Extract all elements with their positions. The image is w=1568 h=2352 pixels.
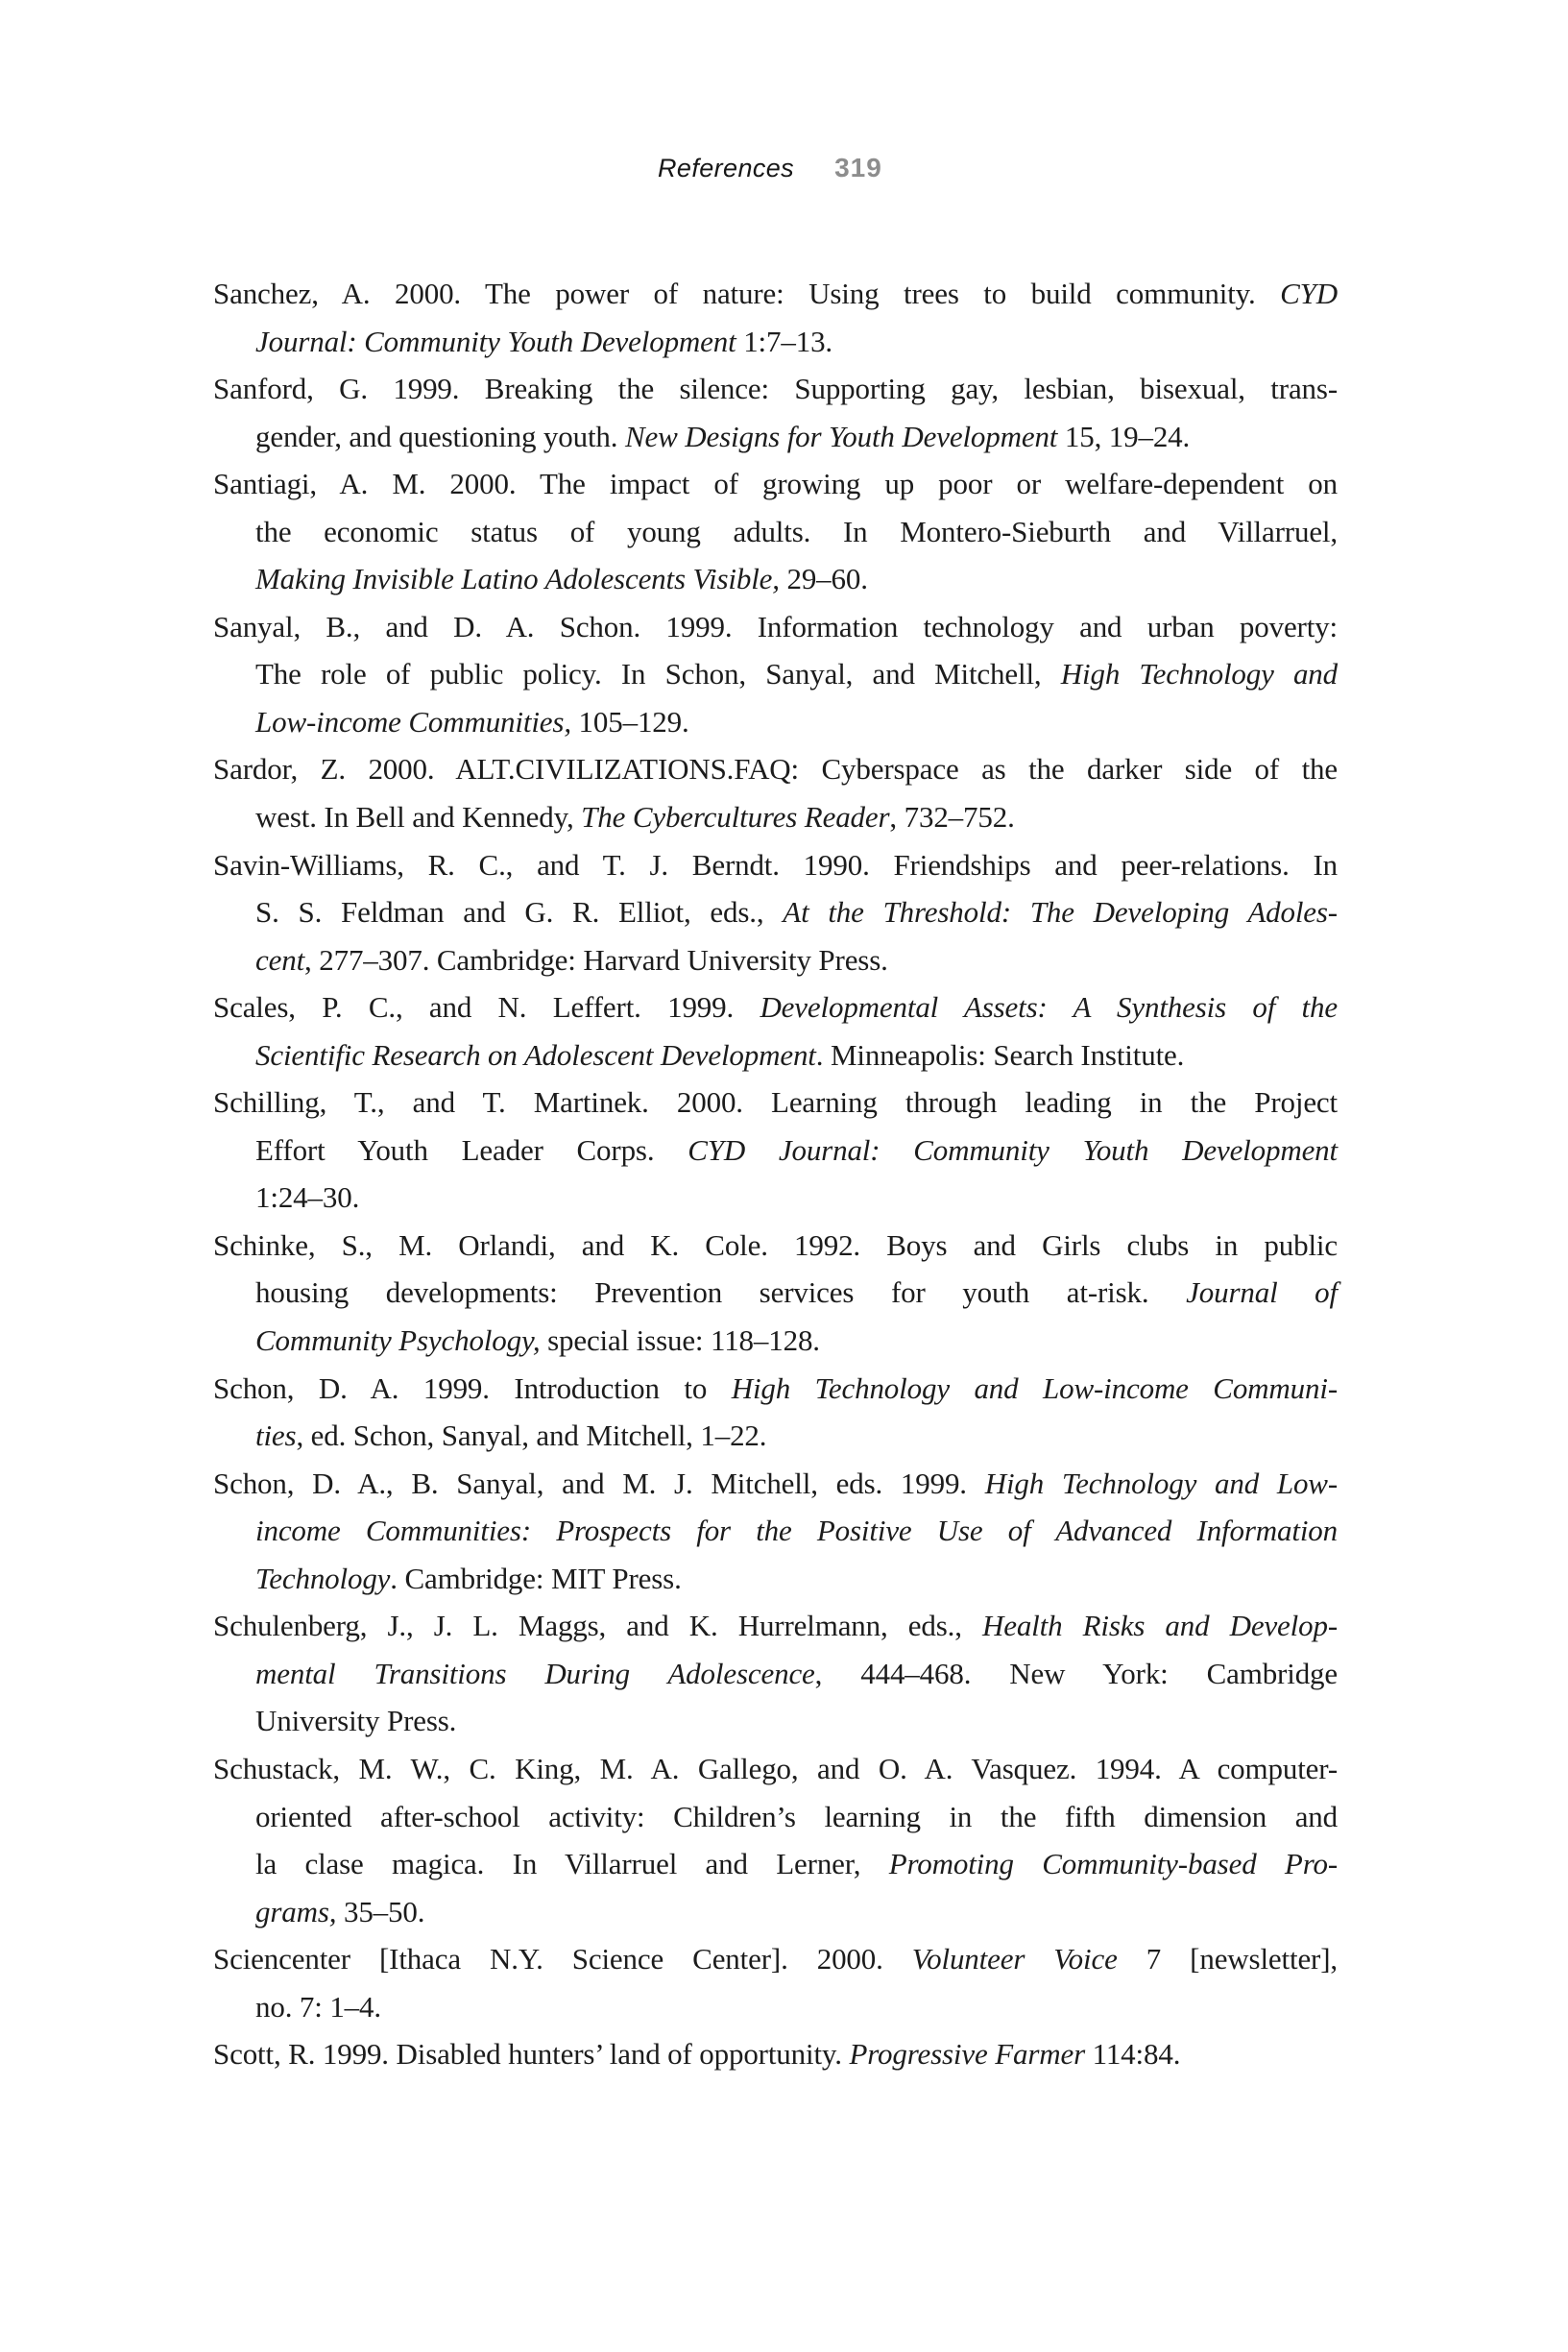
reference-line: The role of public policy. In Schon, Sanyal, and Mitchell, High Technology and	[255, 657, 1339, 691]
reference-line: Sanchez, A. 2000. The power of nature: Using trees to build community. CYD	[213, 277, 1338, 310]
reference-line: Scientific Research on Adolescent Development. Minneapolis: Search Institute.	[255, 1037, 1185, 1072]
reference-line: la clase magica. In Villarruel and Lerner, Promoting Community-based Pro-	[255, 1847, 1339, 1881]
running-header-title: References	[658, 154, 795, 182]
references-list	[213, 270, 1338, 2078]
reference-line: Schulenberg, J., J. L. Maggs, and K. Hurrelmann, eds., Health Risks and Develop-	[213, 1609, 1338, 1643]
reference-line: mental Transitions During Adolescence, 444–468. New York: Cambridge	[255, 1656, 1339, 1690]
reference-line: Making Invisible Latino Adolescents Visible, 29–60.	[255, 562, 868, 596]
reference-line: oriented after-school activity: Children’s learning in the fifth dimension and	[255, 1799, 1338, 1833]
reference-line: Schon, D. A., B. Sanyal, and M. J. Mitchell, eds. 1999. High Technology and Low-	[213, 1466, 1338, 1500]
reference-line: Santiagi, A. M. 2000. The impact of growing up poor or welfare-dependent on	[213, 467, 1338, 501]
reference-line: 1:24–30.	[255, 1180, 360, 1215]
reference-entry	[213, 1460, 1338, 1603]
reference-entry	[213, 460, 1338, 603]
reference-line: west. In Bell and Kennedy, The Cybercultures Reader, 732–752.	[255, 800, 1015, 835]
reference-line: cent, 277–307. Cambridge: Harvard University Press.	[255, 942, 888, 977]
reference-line: Journal: Community Youth Development 1:7–13.	[255, 324, 833, 358]
reference-line: income Communities: Prospects for the Positive Use of Advanced Information	[255, 1514, 1338, 1548]
reference-line: Effort Youth Leader Corps. CYD Journal: Community Youth Development	[255, 1132, 1338, 1167]
reference-entry	[213, 841, 1338, 984]
reference-entry	[213, 983, 1338, 1079]
page-number: 319	[834, 153, 882, 182]
reference-entry	[213, 365, 1338, 460]
reference-entry	[213, 745, 1338, 840]
reference-entry	[213, 1079, 1338, 1222]
reference-line: Schinke, S., M. Orlandi, and K. Cole. 1992. Boys and Girls clubs in public	[213, 1227, 1338, 1262]
reference-line: no. 7: 1–4.	[255, 1989, 381, 2024]
reference-line: Schon, D. A. 1999. Introduction to High Technology and Low-income Communi-	[213, 1370, 1338, 1405]
reference-entry	[213, 2030, 1338, 2078]
reference-line: Sanford, G. 1999. Breaking the silence: Supporting gay, lesbian, bisexual, trans-	[213, 372, 1338, 406]
reference-line: S. S. Feldman and G. R. Elliot, eds., At the Threshold: The Developing Adoles-	[255, 895, 1338, 930]
reference-line: housing developments: Prevention services for youth at-risk. Journal of	[255, 1275, 1338, 1310]
reference-line: Schilling, T., and T. Martinek. 2000. Learning through leading in the Project	[213, 1085, 1338, 1120]
running-header	[658, 153, 882, 183]
reference-entry	[213, 270, 1338, 365]
reference-line: Low-income Communities, 105–129.	[255, 704, 689, 739]
reference-line: University Press.	[255, 1704, 457, 1738]
reference-line: ties, ed. Schon, Sanyal, and Mitchell, 1–22.	[255, 1418, 767, 1453]
reference-entry	[213, 603, 1338, 746]
reference-entry	[213, 1602, 1338, 1745]
reference-line: Community Psychology, special issue: 118–128.	[255, 1323, 820, 1358]
reference-line: Sardor, Z. 2000. ALT.CIVILIZATIONS.FAQ: Cyberspace as the darker side of the	[213, 752, 1338, 787]
reference-entry	[213, 1935, 1338, 2030]
reference-line: Scales, P. C., and N. Leffert. 1999. Developmental Assets: A Synthesis of the	[213, 990, 1338, 1025]
reference-entry	[213, 1222, 1338, 1365]
reference-line: grams, 35–50.	[255, 1894, 425, 1928]
reference-entry	[213, 1745, 1338, 1935]
reference-line: Schustack, M. W., C. King, M. A. Gallego, and O. A. Vasquez. 1994. A computer-	[213, 1751, 1338, 1785]
reference-line: Sciencenter [Ithaca N.Y. Science Center]. 2000. Volunteer Voice 7 [newsletter],	[213, 1942, 1339, 1976]
reference-line: gender, and questioning youth. New Designs for Youth Development 15, 19–24.	[255, 419, 1191, 453]
reference-entry	[213, 1365, 1338, 1460]
reference-line: Savin-Williams, R. C., and T. J. Berndt. 1990. Friendships and peer-relations. In	[213, 847, 1338, 882]
reference-line: Scott, R. 1999. Disabled hunters’ land of opportunity. Progressive Farmer 114:84.	[213, 2037, 1181, 2072]
reference-line: Technology. Cambridge: MIT Press.	[255, 1561, 682, 1595]
reference-line: the economic status of young adults. In Montero-Sieburth and Villarruel,	[255, 514, 1338, 548]
reference-line: Sanyal, B., and D. A. Schon. 1999. Information technology and urban poverty:	[213, 609, 1338, 643]
